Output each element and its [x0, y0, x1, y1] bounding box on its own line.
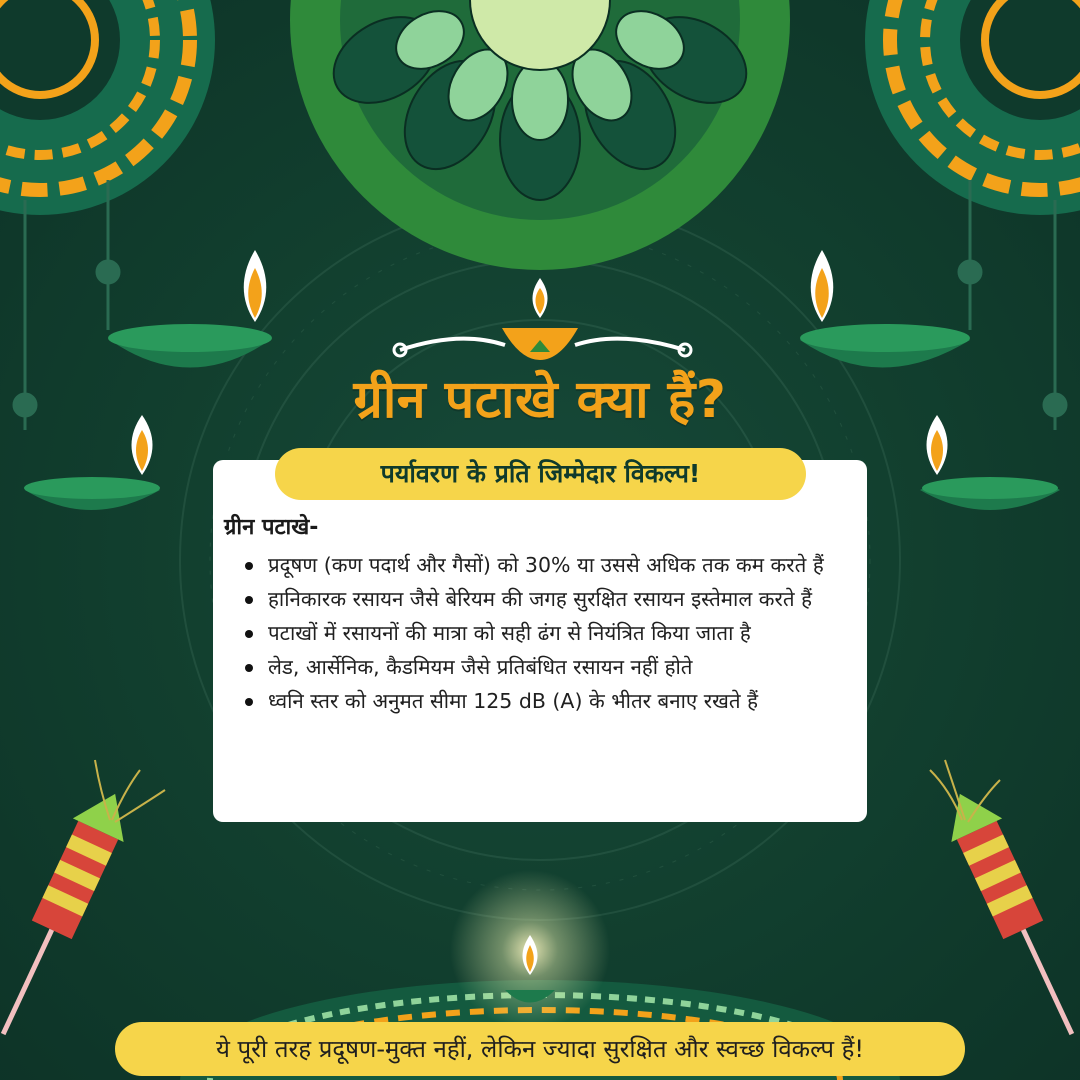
- bullet-dot-icon: [245, 562, 253, 570]
- firecracker-rocket-icon: [930, 760, 1080, 1046]
- bullet-dot-icon: [245, 596, 253, 604]
- list-item: [244, 652, 856, 682]
- diya-lamp-icon: [800, 250, 970, 368]
- list-item-text: ध्वनि स्तर को अनुमत सीमा 125 dB (A) के भीतर बनाए रखते हैं: [268, 689, 759, 713]
- list-item-text: पटाखों में रसायनों की मात्रा को सही ढंग से नियंत्रित किया जाता है: [268, 621, 751, 645]
- list-item: [244, 584, 856, 614]
- list-item-text: हानिकारक रसायन जैसे बेरियम की जगह सुरक्षित रसायन इस्तेमाल करते हैं: [268, 587, 813, 611]
- list-item: [244, 686, 856, 716]
- title-diya-ornament-icon: [394, 278, 691, 360]
- subtitle-badge: पर्यावरण के प्रति जिम्मेदार विकल्प!: [275, 448, 806, 500]
- mandala-top-icon: [290, 0, 790, 270]
- page-title: ग्रीन पटाखे क्या हैं?: [353, 370, 727, 430]
- footer-banner: ये पूरी तरह प्रदूषण-मुक्त नहीं, लेकिन ज्यादा सुरक्षित और स्वच्छ विकल्प हैं!: [115, 1022, 965, 1076]
- center-diya-icon: [450, 870, 610, 1030]
- list-item: [244, 550, 856, 580]
- mandala-corner-right-icon: [865, 0, 1080, 215]
- section-heading: ग्रीन पटाखे-: [224, 515, 319, 540]
- list-item: [244, 618, 856, 648]
- diya-lamp-icon: [108, 250, 272, 368]
- firecracker-rocket-icon: [0, 760, 165, 1046]
- bullet-dot-icon: [245, 698, 253, 706]
- bullet-list: [244, 550, 856, 720]
- bullet-dot-icon: [245, 630, 253, 638]
- list-item-text: प्रदूषण (कण पदार्थ और गैसों) को 30% या उससे अधिक तक कम करते हैं: [268, 553, 824, 577]
- list-item-text: लेड, आर्सेनिक, कैडमियम जैसे प्रतिबंधित रसायन नहीं होते: [268, 655, 693, 679]
- bullet-dot-icon: [245, 664, 253, 672]
